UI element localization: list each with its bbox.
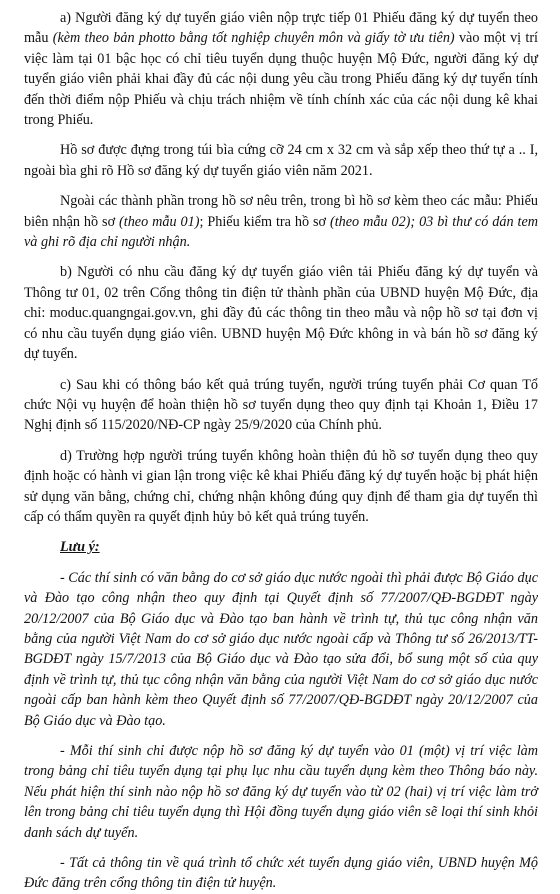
paragraph-forms-text-1: Ngoài các thành phần trong hồ sơ nêu trên, trong bì hồ sơ kèm theo các mẫu: Phiếu biên nhận hồ sơ [24, 193, 538, 230]
paragraph-a [24, 8, 538, 130]
paragraph-a-text-2: vào một vị trí việc làm tại 01 bậc học có chỉ tiêu tuyển dụng thuộc huyện Mộ Đức, người đăng ký dự tuyển giáo viên phải khai đầy đủ các nội dung yêu cầu trong Phiếu đăng ký dự tuyển tính đến thời điểm nộp Phiếu và chịu trách nhiệm về tính chính xác của các nội dung kê khai trong Phiếu. [24, 30, 539, 129]
note-item-single-position: - Mỗi thí sinh chỉ được nộp hồ sơ đăng ký dự tuyển vào 01 (một) vị trí việc làm trong bảng chỉ tiêu tuyển dụng tại phụ lục nhu cầu tuyển dụng kèm theo Thông báo này. Nếu phát hiện thí sinh nào nộp hồ sơ đăng ký dự tuyển vào từ 02 (hai) vị trí việc làm trở lên trong bảng chỉ tiêu tuyển dụng thì Hội đồng tuyển dụng giáo viên sẽ loại thí sinh khỏi danh sách dự tuyển. [24, 743, 538, 841]
note-section [24, 537, 538, 894]
paragraph-forms-italic-1: (theo mẫu 01) [119, 213, 200, 230]
paragraph-c: c) Sau khi có thông báo kết quả trúng tuyển, người trúng tuyển phải Cơ quan Tổ chức Nội vụ huyện để hoàn thiện hồ sơ tuyển dụng theo quy định tại Khoản 1, Điều 17 Nghị định số 115/2020/NĐ-CP ngày 25/9/2020 của Chính phủ. [24, 376, 538, 434]
paragraph-a-text-1: a) Người đăng ký dự tuyển giáo viên nộp trực tiếp 01 Phiếu đăng ký dự tuyển theo mẫu [24, 10, 538, 47]
paragraph-d: d) Trường hợp người trúng tuyển không hoàn thiện đủ hồ sơ tuyển dụng theo quy định hoặc có hành vi gian lận trong việc kê khai Phiếu đăng ký dự tuyển hoặc bị phát hiện sử dụng văn bằng, chứng chỉ, chứng nhận không đúng quy định để tham gia dự tuyển thì cấp có thẩm quyền ra quyết định hủy bỏ kết quả trúng tuyển. [24, 447, 538, 525]
note-item-publication: - Tất cả thông tin về quá trình tổ chức xét tuyển dụng giáo viên, UBND huyện Mộ Đức đăng trên cổng thông tin điện tử huyện. [24, 855, 538, 892]
paragraph-envelope: Hồ sơ được đựng trong túi bìa cứng cỡ 24 cm x 32 cm và sắp xếp theo thứ tự a .. I, ngoài bìa ghi rõ Hồ sơ đăng ký dự tuyển giáo viên năm 2021. [24, 142, 538, 179]
paragraph-a-italic: (kèm theo bản photto bằng tốt nghiệp chuyên môn và giấy tờ ưu tiên) [52, 30, 455, 47]
note-heading [24, 537, 538, 557]
paragraph-b: b) Người có nhu cầu đăng ký dự tuyển giáo viên tải Phiếu đăng ký dự tuyển và Thông tư 01, 02 trên Cổng thông tin điện tử thành phần của UBND huyện Mộ Đức, địa chỉ: moduc.quangngai.gov.vn, ghi đầy đủ các thông tin theo mẫu và nộp hồ sơ tại đơn vị có nhu cầu tuyển dụng giáo viên. UBND huyện Mộ Đức không in và bán hồ sơ đăng ký dự tuyển. [24, 264, 538, 363]
paragraph-forms-text-2: ; Phiếu kiểm tra hồ sơ [199, 213, 330, 230]
note-item-foreign-degree: - Các thí sinh có văn bằng do cơ sở giáo dục nước ngoài thì phải được Bộ Giáo dục và Đào tạo công nhận theo quy định tại Quyết định số 77/2007/QĐ-BGDĐT ngày 20/12/2007 của Bộ Giáo dục và Đào tạo ban hành về trình tự, thủ tục công nhận văn bằng của người Việt Nam do cơ sở giáo dục nước ngoài cấp và Thông tư số 26/2013/TT-BGDĐT ngày 15/7/2013 của Bộ Giáo dục và Đào tạo sửa đổi, bổ sung một số của quy định về trình tự, thủ tục công nhận văn bằng của người Việt Nam do cơ sở giáo dục nước ngoài cấp ban hành kèm theo Quyết định số 77/2007/QĐ-BGDĐT ngày 20/12/2007 của Bộ Giáo dục và Đào tạo. [24, 569, 538, 729]
paragraph-forms-italic-2: (theo mẫu 02); 03 bì thư có dán tem và ghi rõ địa chỉ người nhận. [24, 213, 538, 251]
note-title: Lưu ý: [60, 539, 100, 556]
paragraph-forms [24, 191, 538, 252]
